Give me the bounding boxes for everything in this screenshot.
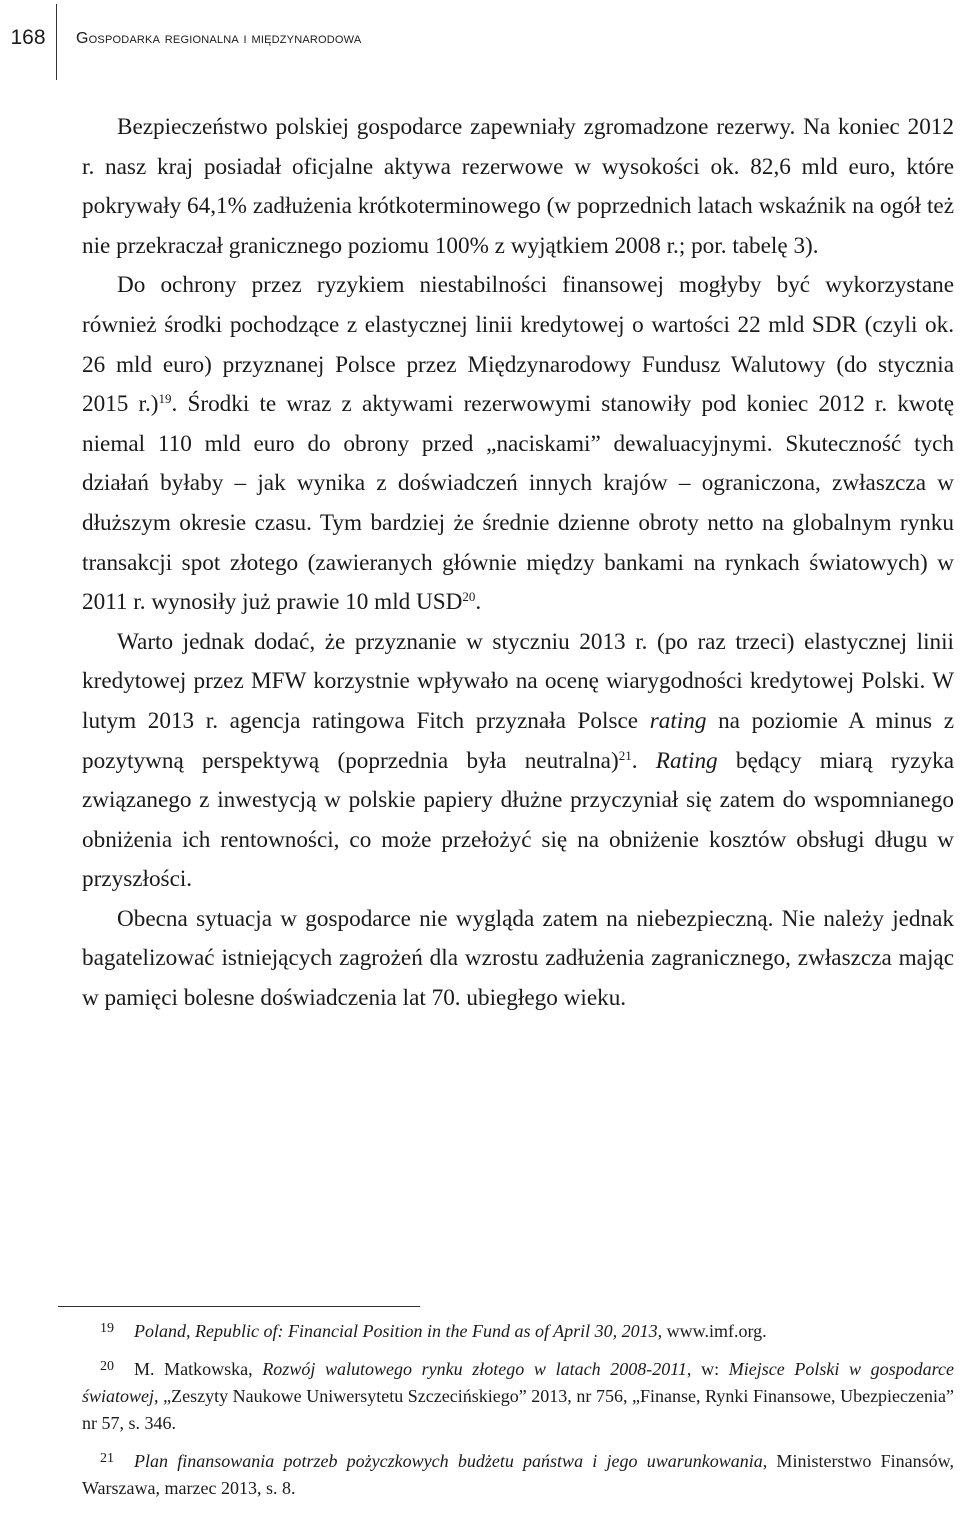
paragraph-text: Do ochrony przez ryzykiem niestabilności finansowej mogłyby być wykorzystane również środki pochodzące z elastycznej linii kredytowej o wartości 22 mld SDR (czyli ok. 26 mld euro) przyznanej Polsce przez Międzynarodowy Fundusz Walutowy (do stycznia 2015 r.) <box>82 272 954 418</box>
paragraph-text: będący miarą ryzyka związanego z inwestycją w polskie papiery dłużne przyczyniał się zatem do wspomnianego obniżenia ich rentowności, co może przełożyć się na obniżenie kosztów obsługi długu w przyszłości. <box>82 747 955 893</box>
footnote-text: , „Zeszyty Naukowe Uniwersytetu Szczecińskiego” 2013, nr 756, „Finanse, Rynki Finansowe, Ubezpieczenia” nr 57, s. 346. <box>82 1386 954 1433</box>
paragraph-text: Bezpieczeństwo polskiej gospodarce zapewniały zgromadzone rezerwy. Na koniec 2012 r. nasz kraj posiadał oficjalne aktywa rezerwowe w wysokości ok. 82,6 mld euro, które pokrywały 64,1% zadłużenia krótkoterminowego (w poprzednich latach wskaźnik na ogół też nie przekraczał granicznego poziomu 100% z wyjątkiem 2008 r.; por. tabelę 3). <box>82 114 954 259</box>
footnote-text: , www.imf.org. <box>657 1321 767 1341</box>
paragraph-text: . <box>631 747 656 774</box>
paragraph-text: Obecna sytuacja w gospodarce nie wygląda zatem na niebezpieczną. Nie należy jednak bagatelizować istniejących zagrożeń dla wzrostu zadłużenia zagranicznego, zwłaszcza mając w pamięci bolesne doświadczenia lat 70. ubiegłego wieku. <box>82 905 954 1012</box>
footnote-ref-20[interactable]: 20 <box>462 589 476 605</box>
paragraph-text: Warto jednak dodać, że przyznanie w styczniu 2013 r. (po raz trzeci) elastycznej linii kredytowej przez MFW korzystnie wpływało na ocenę wiarygodności kredytowej Polski. W lutym 2013 r. agencja ratingowa Fitch przyznała Polsce <box>82 628 954 734</box>
running-title: Gospodarka regionalna i międzynarodowa <box>76 30 362 47</box>
header-divider <box>56 4 57 80</box>
paragraph-text: . <box>475 589 482 616</box>
italic-term: rating <box>649 707 707 734</box>
paragraph-1 <box>82 108 954 266</box>
footnote-ref-21[interactable]: 21 <box>618 747 632 763</box>
footnote-text: , w: <box>686 1359 729 1379</box>
page-number: 168 <box>10 26 46 49</box>
footnote-title: Miejsce Polski w gospodarce światowej <box>82 1359 954 1406</box>
paragraph-text: . Środki te wraz z aktywami rezerwowymi stanowiły pod koniec 2012 r. kwotę niemal 110 mld euro do obrony przed „naciskami” dewaluacyjnymi. Skuteczność tych działań byłaby – jak wynika z doświadczeń innych krajów – ograniczona, zwłaszcza w dłuższym okresie czasu. Tym bardziej że średnie dzienne obroty netto na globalnym rynku transakcji spot złotego (zawieranych głównie między bankami na rynkach światowych) w 2011 r. wynosiły już prawie 10 mld USD <box>82 391 954 616</box>
footnote-separator <box>58 1306 420 1307</box>
main-text <box>82 108 954 1019</box>
paragraph-2 <box>82 266 954 622</box>
footnote-title: Rozwój walutowego rynku złotego w latach 2008-2011 <box>262 1359 687 1379</box>
footnotes <box>82 1318 954 1513</box>
footnote-20: 20 M. Matkowska, Rozwój walutowego rynku złotego w latach 2008-2011, w: Miejsce Polski w gospodarce światowej, „Zeszyty Naukowe Uniwersytetu Szczecińskiego” 2013, nr 756, „Finanse, Rynki Finansowe, Ubezpieczenia” nr 57, s. 346. <box>82 1359 954 1433</box>
page-header <box>0 0 960 80</box>
footnote-ref-19[interactable]: 19 <box>158 391 172 407</box>
footnote-text: , Ministerstwo Finansów, Warszawa, marzec 2013, s. 8. <box>82 1451 954 1498</box>
paragraph-text: na poziomie A minus z pozytywną perspektywą (poprzednia była neutralna) <box>82 707 954 774</box>
footnote-21: 21 Plan finansowania potrzeb pożyczkowych budżetu państwa i jego uwarunkowania, Ministerstwo Finansów, Warszawa, marzec 2013, s. 8. <box>82 1451 954 1498</box>
paragraph-4 <box>82 900 954 1019</box>
footnote-title: Poland, Republic of: Financial Position in the Fund as of April 30, 2013 <box>134 1321 658 1341</box>
italic-term: Rating <box>655 747 718 774</box>
paragraph-3 <box>82 623 954 900</box>
footnote-19: 19 Poland, Republic of: Financial Position in the Fund as of April 30, 2013, www.imf.org. <box>100 1321 767 1341</box>
footnote-title: Plan finansowania potrzeb pożyczkowych budżetu państwa i jego uwarunkowania <box>134 1451 763 1471</box>
footnote-text: M. Matkowska, <box>134 1359 263 1379</box>
